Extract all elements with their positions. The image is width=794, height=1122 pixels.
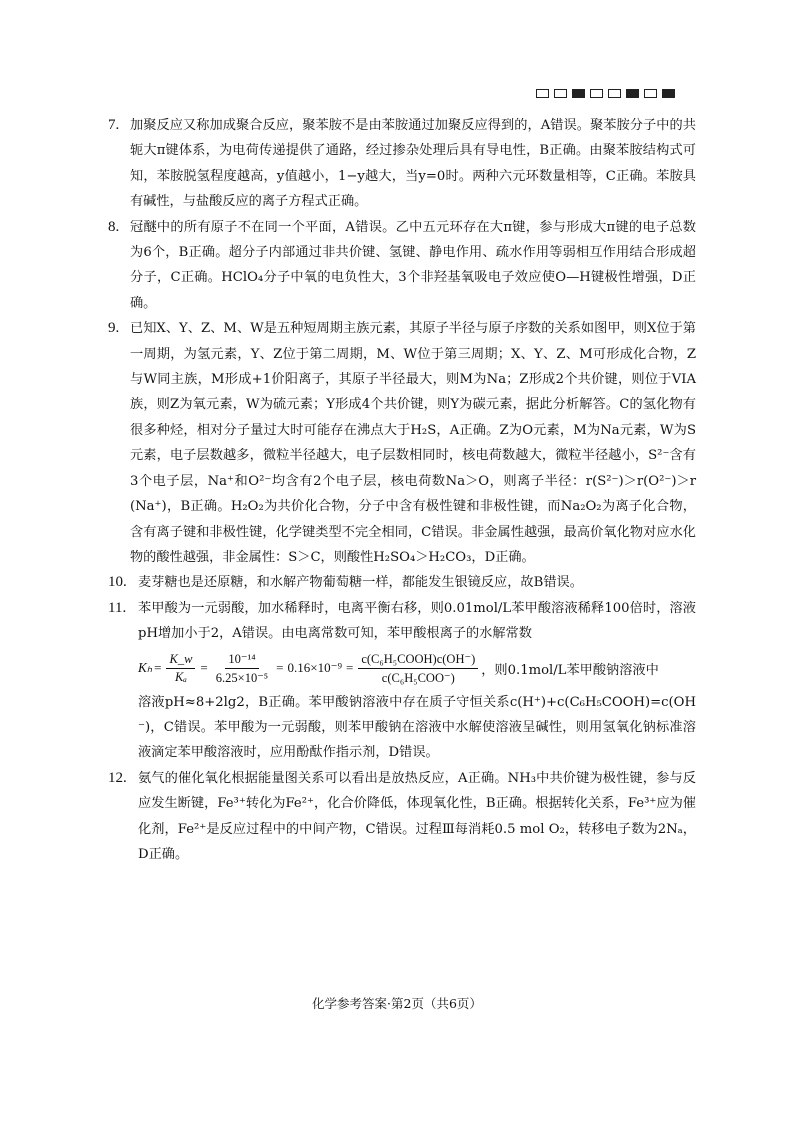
answer-item-11 (108, 596, 696, 766)
item-number: 11. (108, 599, 127, 616)
item-number: 12. (108, 769, 127, 786)
answer-item-8 (108, 215, 696, 317)
item-text: 氨气的催化氧化根据能量图关系可以看出是放热反应，A正确。NH₃中共价键为极性键，参与反应发生断键，Fe³⁺转化为Fe²⁺，化合价降低，体现氧化性，B正确。根据转化关系，Fe³⁺应为催化剂，Fe²⁺是反应过程中的中间产物，C错误。过程Ⅲ每消耗0.5 mol O₂，转移电子数为2Nₐ，D正确。 (138, 770, 696, 862)
formula-denominator: 6.25×10⁻⁵ (215, 670, 269, 685)
header-mark (554, 89, 567, 98)
header-mark (626, 89, 639, 98)
formula-tail: ，则0.1mol/L苯甲酸钠溶液中 (481, 662, 659, 678)
formula-fraction-conc (358, 651, 478, 686)
formula-numerator: c(C₆H₅COOH)c(OH⁻) (358, 651, 478, 669)
formula-numerator: 10⁻¹⁴ (225, 651, 258, 669)
header-mark (590, 89, 603, 98)
answer-item-10 (108, 570, 696, 595)
item-text: 已知X、Y、Z、M、W是五种短周期主族元素，其原子半径与原子序数的关系如图甲，则X位于第一周期，为氢元素，Y、Z位于第二周期，M、W位于第三周期；X、Y、Z、M可形成化合物，Z与W同主族，M形成+1价阳离子，其原子半径最大，则M为Na；Z形成2个共价键，则位于VIA族，则Z为氧元素，W为硫元素；Y形成4个共价键，则Y为碳元素，据此分析解答。C的氢化物有很多种烃，相对分子量过大时可能存在沸点大于H₂S，A正确。Z为O元素，M为Na元素，W为S元素，电子层数越多，微粒半径越大，电子层数相同时，核电荷数越大，微粒半径越小，S²⁻含有3个电子层，Na⁺和O²⁻均含有2个电子层，核电荷数Na＞O，则离子半径：r(S²⁻)＞r(O²⁻)＞r(Na⁺)，B正确。H₂O₂为共价化合物，分子中含有极性键和非极性键，而Na₂O₂为离子化合物，含有离子键和非极性键，化学键类型不完全相同，C错误。非金属性越强，最高价氧化物对应水化物的酸性越强，非金属性：S＞C，则酸性H₂SO₄＞H₂CO₃，D正确。 (130, 321, 696, 565)
formula-equals: = (154, 660, 162, 676)
formula-fraction-kw-ka (166, 652, 195, 685)
answer-content (108, 113, 696, 867)
header-mark (662, 89, 675, 98)
item-text: 加聚反应又称加成聚合反应，聚苯胺不是由苯胺通过加聚反应得到的，A错误。聚苯胺分子中的共轭大π键体系，为电荷传递提供了通路，经过掺杂处理后具有导电性，B正确。由聚苯胺结构式可知，苯胺脱氢程度越高，y值越小，1−y越大，当y=0时。两种六元环数量相等，C正确。苯胺具有碱性，与盐酸反应的离子方程式正确。 (130, 118, 696, 210)
answer-item-12 (108, 766, 696, 868)
formula-equals: = (276, 660, 284, 676)
hydrolysis-constant-formula (138, 651, 696, 686)
header-marks (536, 89, 675, 98)
answer-item-9 (108, 316, 696, 570)
answer-item-7 (108, 113, 696, 215)
item-number: 7. (108, 117, 120, 133)
item-number: 9. (108, 320, 120, 337)
item-text: 麦芽糖也是还原糖，和水解产物葡萄糖一样，都能发生银镜反应，故B错误。 (138, 575, 583, 591)
formula-ka: Kₐ (174, 669, 187, 684)
item-number: 10. (108, 574, 127, 591)
header-mark (536, 89, 549, 98)
item-text-b: 溶液pH≈8+2lg2，B正确。苯甲酸钠溶液中存在质子守恒关系c(H⁺)+c(C₆H₅COOH)=c(OH⁻)，C错误。苯甲酸为一元弱酸，则苯甲酸钠在溶液中水解使溶液呈碱性，则用氢氧化钠标准溶液滴定苯甲酸溶液时，应用酚酞作指示剂，D错误。 (138, 694, 696, 761)
item-text-a: 苯甲酸为一元弱酸，加水稀释时，电离平衡右移，则0.01mol/L苯甲酸溶液稀释100倍时，溶液pH增加小于2，A错误。由电离常数可知，苯甲酸根离子的水解常数 (138, 600, 696, 642)
item-text: 冠醚中的所有原子不在同一个平面，A错误。乙中五元环存在大π键，参与形成大π键的电子总数为6个，B正确。超分子内部通过非共价键、氢键、静电作用、疏水作用等弱相互作用结合形成超分子，C正确。HClO₄分子中氧的电负性大，3个非羟基氧吸电子效应使O—H键极性增强，D正确。 (130, 219, 696, 311)
page-footer: 化学参考答案·第2页（共6页） (312, 996, 482, 1011)
formula-denominator: c(C₆H₅COO⁻) (381, 670, 455, 685)
item-number: 8. (108, 218, 120, 235)
formula-value: 0.16×10⁻⁹ (287, 660, 342, 676)
formula-equals: = (345, 660, 354, 676)
formula-equals: = (200, 660, 208, 676)
header-mark (608, 89, 621, 98)
header-mark (572, 89, 585, 98)
formula-kw: K_w (166, 652, 195, 669)
header-mark (644, 89, 657, 98)
formula-fraction-numeric (213, 651, 271, 686)
formula-kh: Kₕ (138, 660, 153, 676)
